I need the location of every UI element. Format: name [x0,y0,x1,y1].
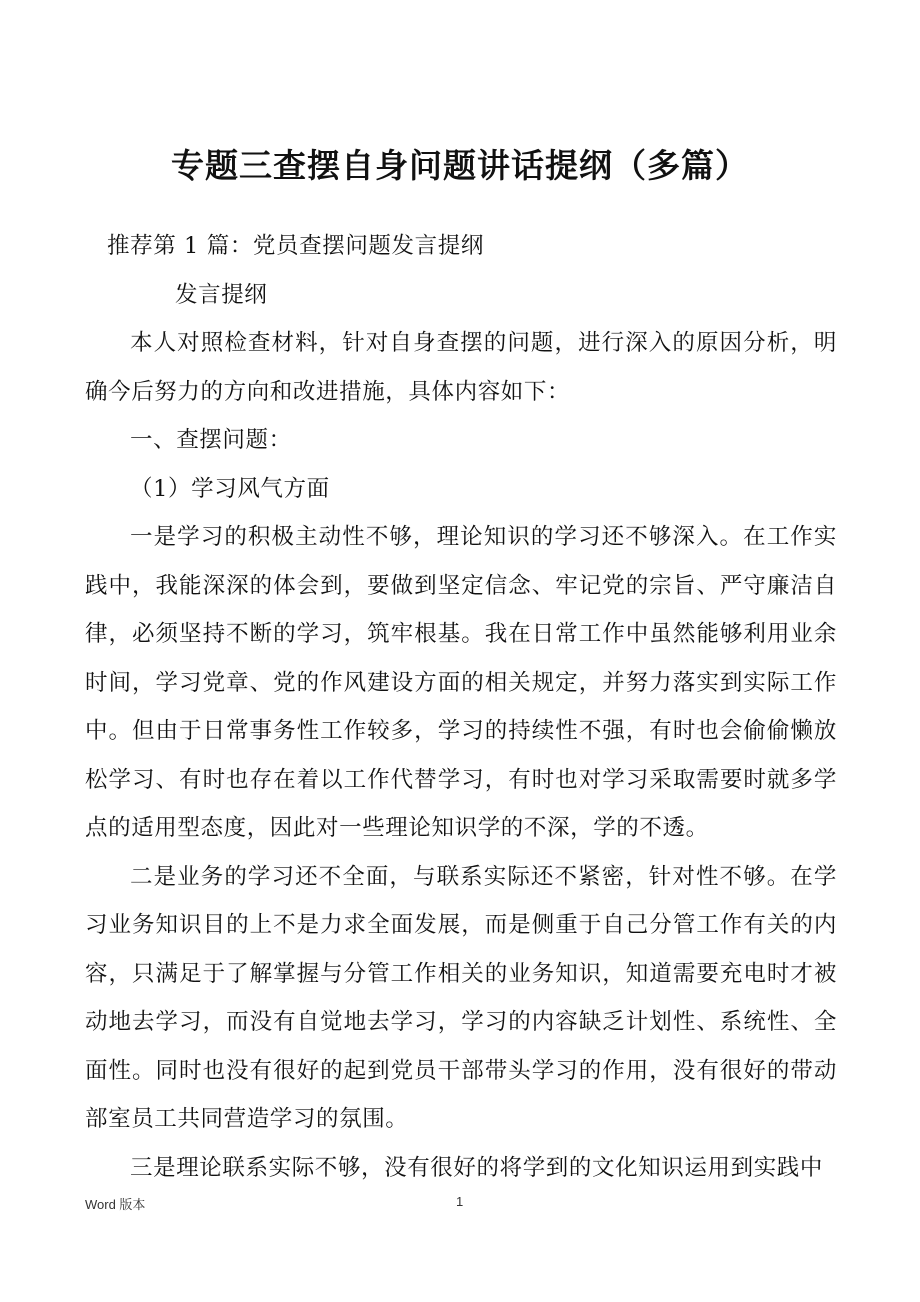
body-paragraph: 一是学习的积极主动性不够，理论知识的学习还不够深入。在工作实践中，我能深深的体会到，要做到坚定信念、牢记党的宗旨、严守廉洁自律，必须坚持不断的学习，筑牢根基。我在日常工作中虽然能够利用业余时间，学习党章、党的作风建设方面的相关规定，并努力落实到实际工作中。但由于日常事务性工作较多，学习的持续性不强，有时也会偷偷懒放松学习、有时也存在着以工作代替学习，有时也对学习采取需要时就多学点的适用型态度，因此对一些理论知识学的不深，学的不透。 [85,524,837,841]
footer-version-label: Word 版本 [85,1197,146,1212]
document-title: 专题三查摆自身问题讲话提纲（多篇） [171,146,749,185]
document-body [85,222,837,1192]
body-paragraph: 二是业务的学习还不全面，与联系实际还不紧密，针对性不够。在学习业务知识目的上不是力求全面发展，而是侧重于自己分管工作有关的内容，只满足于了解掌握与分管工作相关的业务知识，知道需要充电时才被动地去学习，而没有自觉地去学习，学习的内容缺乏计划性、系统性、全面性。同时也没有很好的起到党员干部带头学习的作用，没有很好的带动部室员工共同营造学习的氛围。 [85,863,837,1132]
body-paragraph: 三是理论联系实际不够，没有很好的将学到的文化知识运用到实践中 [130,1154,824,1181]
section-heading: 发言提纲 [175,281,268,308]
intro-paragraph: 本人对照检查材料，针对自身查摆的问题，进行深入的原因分析，明确今后努力的方向和改进措施，具体内容如下： [85,330,837,405]
page-number: 1 [456,1194,464,1209]
section-title: 一、查摆问题： [130,427,292,453]
subsection-title: （1）学习风气方面 [130,475,330,502]
article-subtitle: 推荐第 1 篇：党员查摆问题发言提纲 [107,233,484,259]
